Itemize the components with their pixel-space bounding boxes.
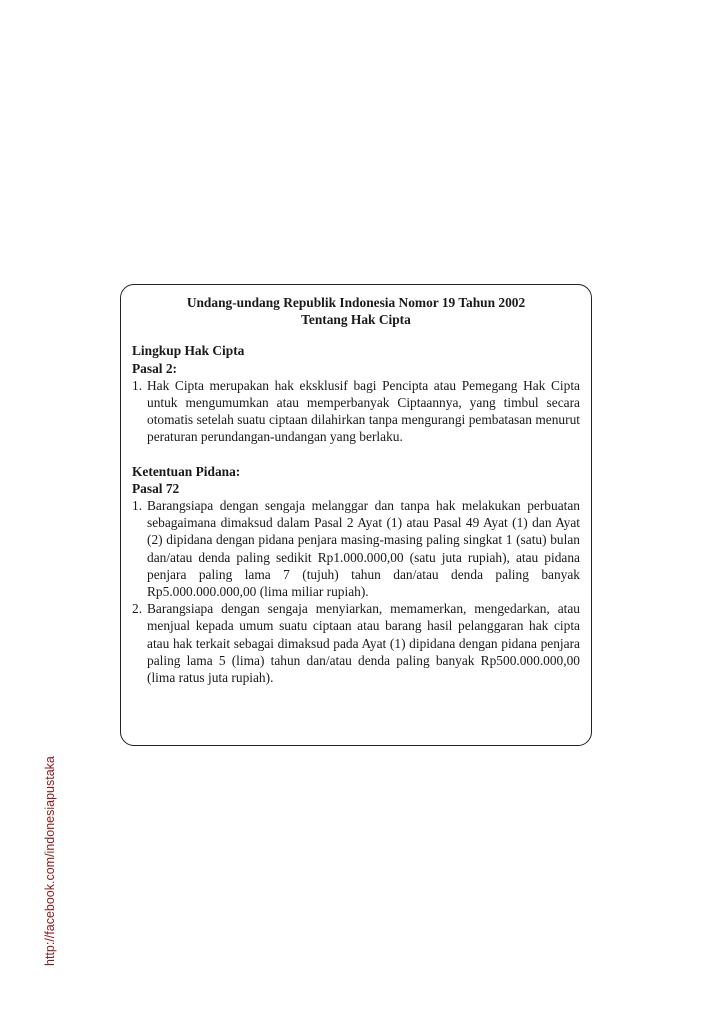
section-heading-lingkup: Lingkup Hak Cipta [132, 343, 245, 359]
article-label-pasal-2: Pasal 2: [132, 360, 178, 376]
item-text: Barangsiapa dengan sengaja melanggar dan tanpa hak melakukan perbuatan sebagaimana dimaksud dalam Pasal 2 Ayat (1) atau Pasal 49 Ayat (1) dan Ayat (2) dipidana dengan pidana penjara masing-masing paling singkat 1 (satu) bulan dan/atau denda paling sedikit Rp1.000.000,00 (satu juta rupiah), atau pidana penjara paling lama 7 (tujuh) tahun dan/atau denda paling banyak Rp5.000.000.000,00 (lima miliar rupiah). [147, 498, 580, 600]
list-item [132, 600, 580, 686]
notice-title [132, 294, 580, 328]
section1-item-list [132, 377, 580, 446]
notice-title-line-1: Undang-undang Republik Indonesia Nomor 19 Tahun 2002 [186, 295, 526, 310]
item-text: Hak Cipta merupakan hak eksklusif bagi Pencipta atau Pemegang Hak Cipta untuk mengumumkan atau memperbanyak Ciptaannya, yang timbul secara otomatis setelah suatu ciptaan dilahirkan tanpa mengurangi pembatasan menurut peraturan perundangan-undangan yang berlaku. [147, 377, 580, 445]
section-heading-ketentuan: Ketentuan Pidana: [132, 463, 241, 479]
copyright-notice-box [120, 284, 592, 746]
section2-item-list [132, 497, 580, 686]
item-text: Barangsiapa dengan sengaja menyiarkan, memamerkan, mengedarkan, atau menjual kepada umum suatu ciptaan atau barang hasil pelanggaran hak cipta atau hak terkait sebagai dimaksud pada Ayat (1) dipidana dengan pidana penjara paling lama 5 (lima) tahun dan/atau denda paling banyak Rp500.000.000,00 (lima ratus juta rupiah). [147, 601, 580, 686]
list-item [132, 497, 580, 600]
watermark-url: http://facebook.com/indonesiapustaka [43, 756, 57, 966]
list-item [132, 377, 580, 446]
notice-title-line-2: Tentang Hak Cipta [301, 312, 411, 328]
article-label-pasal-72: Pasal 72 [132, 480, 180, 496]
item-number: 1. [132, 377, 143, 393]
item-number: 1. [132, 498, 143, 514]
item-number: 2. [132, 601, 143, 617]
